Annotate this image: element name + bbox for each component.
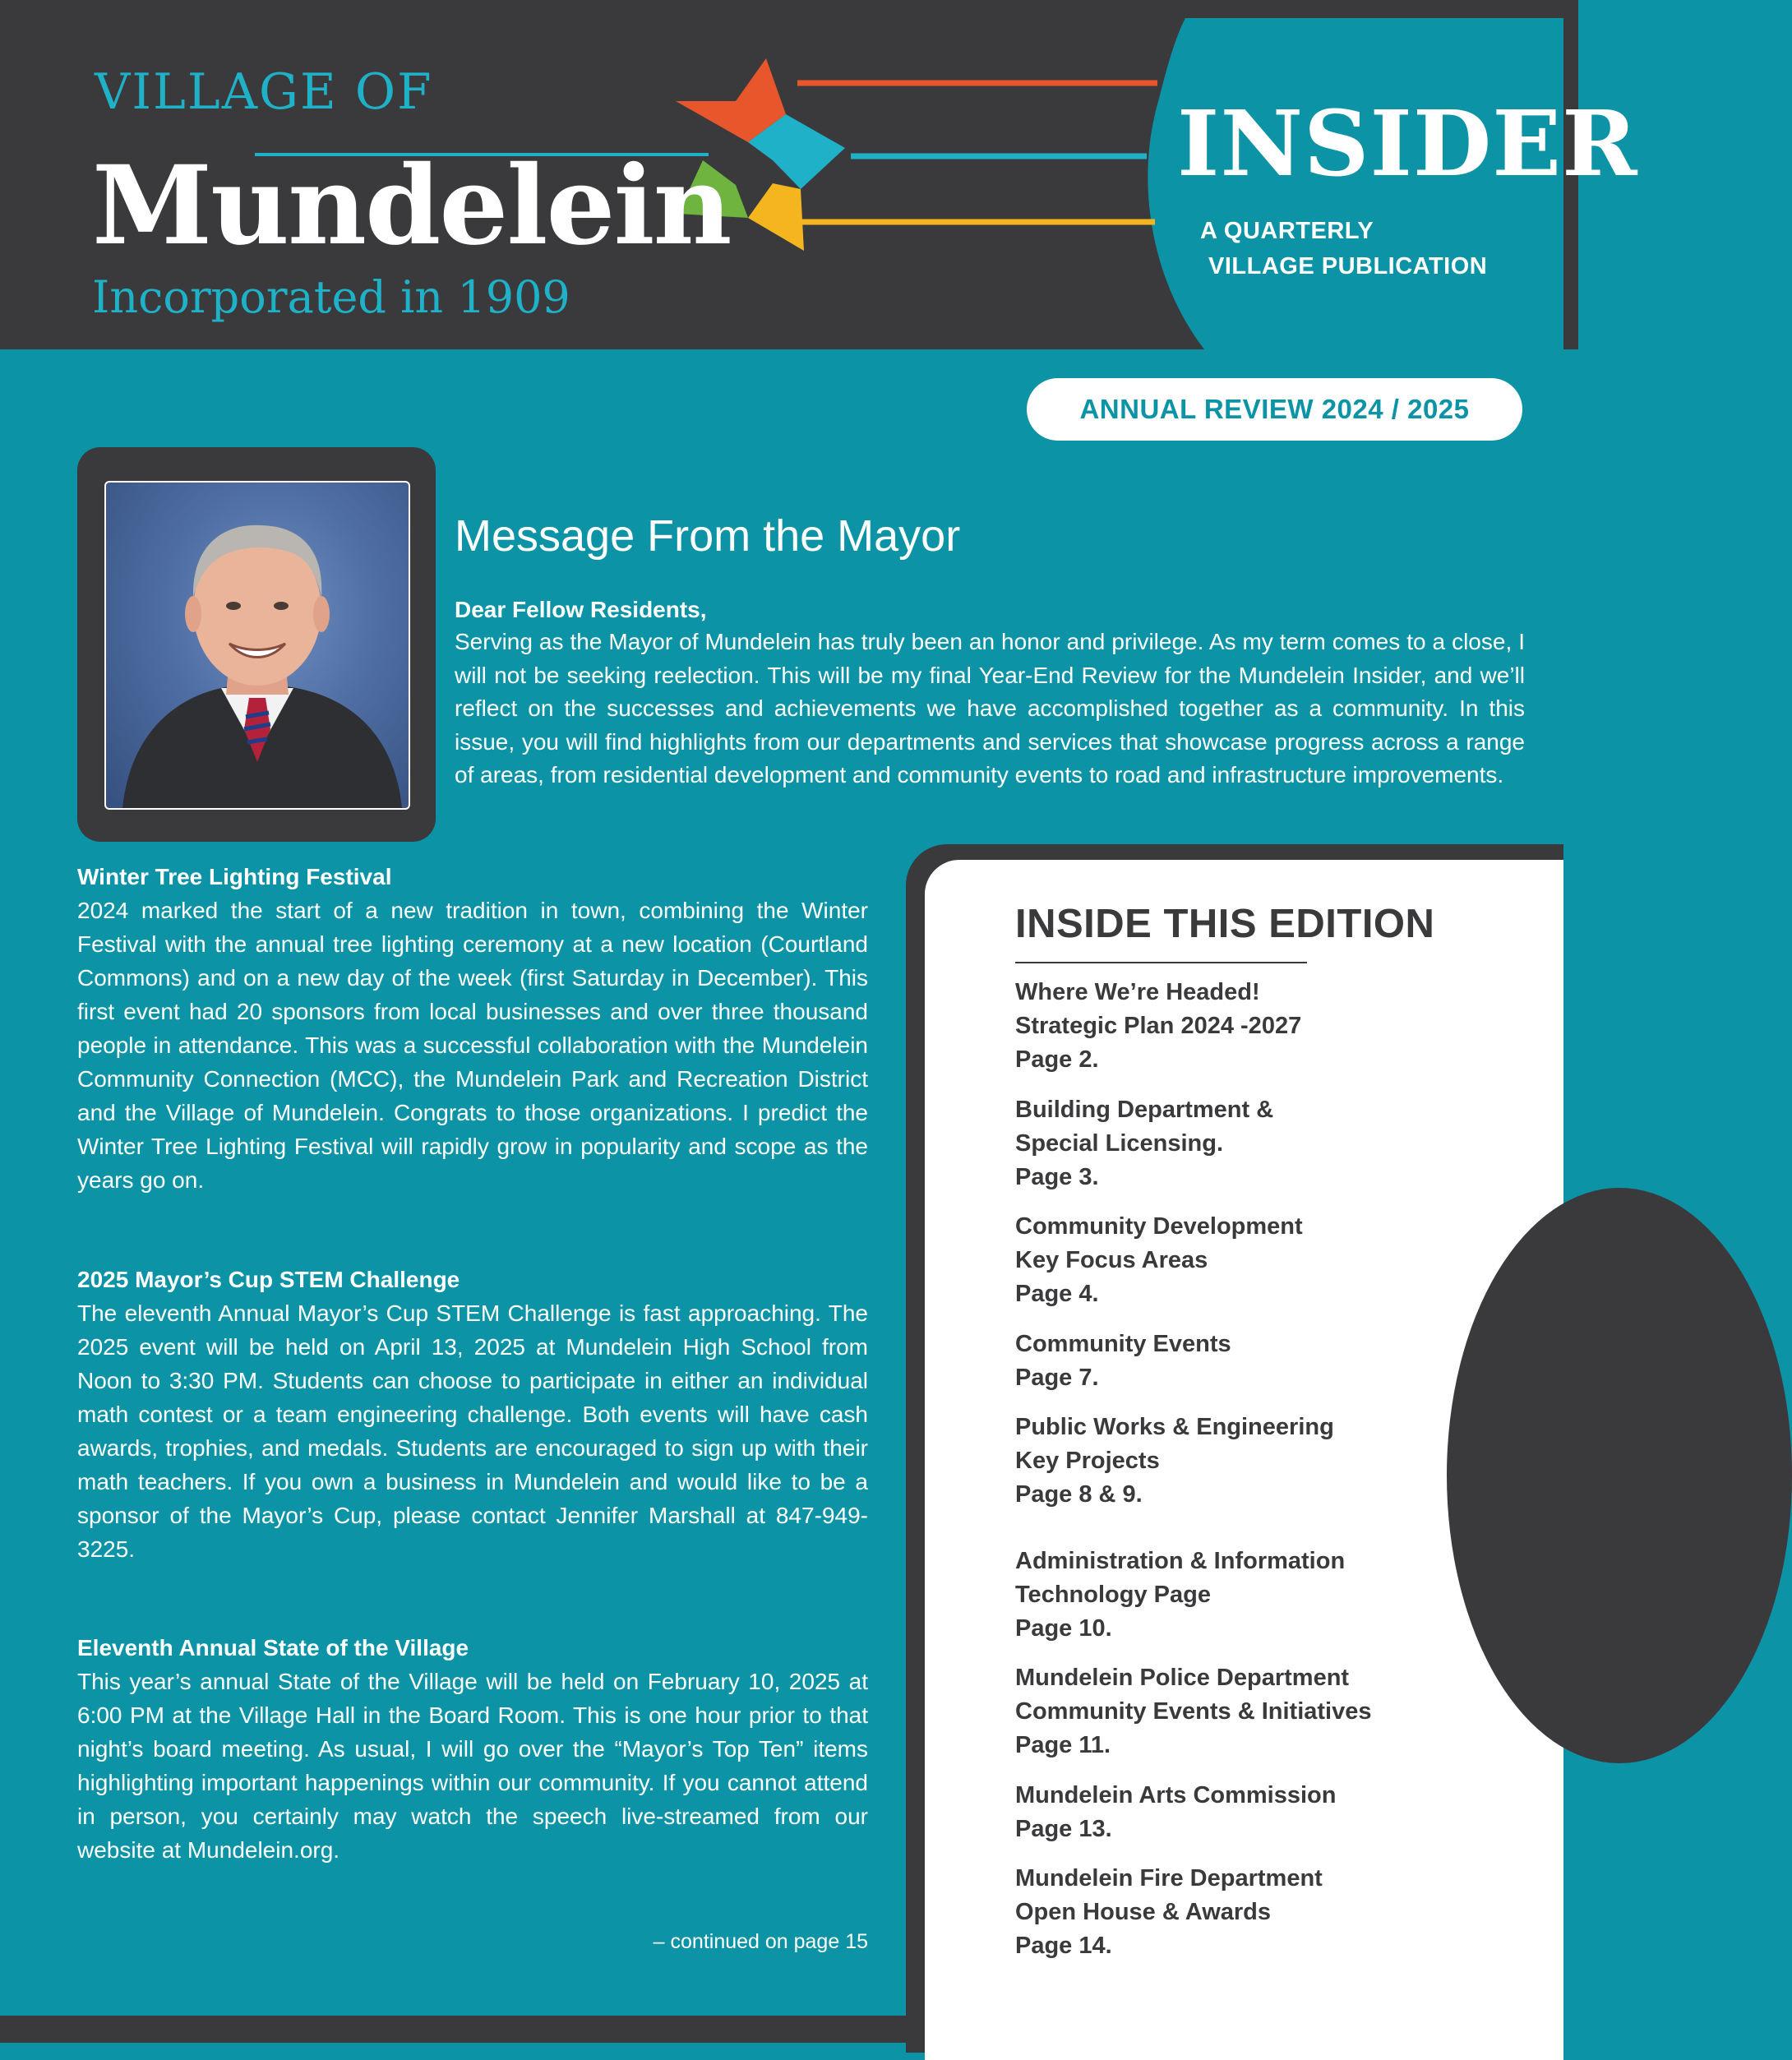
masthead-title: Mundelein <box>92 142 731 270</box>
footer-strip <box>0 2016 906 2043</box>
toc-line: Strategic Plan 2024 -2027 <box>1015 1013 1302 1039</box>
masthead-village-of: VILLAGE OF <box>95 63 433 121</box>
toc-line: Key Focus Areas <box>1015 1247 1208 1273</box>
toc-line: Mundelein Fire Department <box>1015 1865 1323 1891</box>
toc-entry <box>1015 976 1443 1077</box>
article-body: This year’s annual State of the Village will be held on February 10, 2025 at 6:00 PM at the Village Hall in the Board Room. This is one hour prior to that night’s board meeting. As usual, I will go over the “Mayor’s Top Ten” items highlighting important happenings within our community. If you cannot attend in person, you certainly may watch the speech live-streamed from our website at Mundelein.org. <box>77 1669 868 1863</box>
toc-entry <box>1015 1545 1443 1646</box>
toc-line: Mundelein Arts Commission <box>1015 1782 1337 1808</box>
article-mayors-cup <box>77 1263 868 1566</box>
toc-entry <box>1015 1779 1443 1846</box>
subtitle-line-1: A QUARTERLY <box>1200 218 1374 244</box>
mayor-photo <box>104 481 410 810</box>
toc-line: Page 8 & 9. <box>1015 1481 1143 1508</box>
publication-title: INSIDER <box>1177 90 1638 196</box>
toc-line: Community Events <box>1015 1331 1231 1357</box>
article-state-of-village <box>77 1631 868 1867</box>
article-heading: 2025 Mayor’s Cup STEM Challenge <box>77 1267 460 1292</box>
article-heading: Winter Tree Lighting Festival <box>77 864 392 889</box>
toc-line: Key Projects <box>1015 1448 1160 1474</box>
toc-line: Building Department & <box>1015 1097 1274 1123</box>
toc-line: Where We’re Headed! <box>1015 979 1260 1005</box>
article-body: The eleventh Annual Mayor’s Cup STEM Challenge is fast approaching. The 2025 event will be held on April 13, 2025 at Mundelein High School from Noon to 3:30 PM. Students can choose to participate in either an individual math contest or a team engineering challenge. Both events will have cash awards, trophies, and medals. Students are encouraged to sign up with their math teachers. If you own a business in Mundelein and would like to be a sponsor of the Mayor’s Cup, please contact Jennifer Marshall at 847-949-3225. <box>77 1300 868 1562</box>
article-tree-lighting <box>77 860 868 1197</box>
article-heading: Eleventh Annual State of the Village <box>77 1635 469 1660</box>
toc-line: Page 10. <box>1015 1615 1112 1642</box>
toc-line: Special Licensing. <box>1015 1130 1224 1157</box>
toc-line: Page 2. <box>1015 1046 1099 1073</box>
toc-panel-decoration <box>1447 1188 1792 1763</box>
mayor-message-title: Message From the Mayor <box>455 511 961 561</box>
toc-entry <box>1015 1661 1443 1762</box>
mayor-message-body: Serving as the Mayor of Mundelein has truly been an honor and privilege. As my term comes to a close, I will not be seeking reelection. This will be my final Year-End Review for the Mundelein Insider, and we’ll reflect on the successes and achievements we have accomplished together as a community. In this issue, you will find highlights from our departments and services that showcase progress across a range of areas, from residential development and community events to road and infrastructure improvements. <box>455 629 1525 788</box>
toc-line: Page 13. <box>1015 1816 1112 1842</box>
toc-line: Public Works & Engineering <box>1015 1414 1334 1440</box>
article-body: 2024 marked the start of a new tradition in town, combining the Winter Festival with the annual tree lighting ceremony at a new location (Courtland Commons) and on a new day of the week (first Saturday in December). This first event had 20 sponsors from local businesses and over three thousand people in attendance. This was a successful collaboration with the Mundelein Community Connection (MCC), the Mundelein Park and Recreation District and the Village of Mundelein. Congrats to those organizations. I predict the Winter Tree Lighting Festival will rapidly grow in popularity and scope as the years go on. <box>77 898 868 1193</box>
toc-entry <box>1015 1093 1443 1194</box>
subtitle-line-2: VILLAGE PUBLICATION <box>1208 253 1488 279</box>
toc-line: Community Events & Initiatives <box>1015 1698 1372 1725</box>
publication-subtitle <box>1200 214 1513 284</box>
toc-entry <box>1015 1210 1443 1311</box>
toc-title: INSIDE THIS EDITION <box>1015 902 1435 946</box>
edition-badge: ANNUAL REVIEW 2024 / 2025 <box>1027 378 1522 441</box>
toc-line: Page 14. <box>1015 1933 1112 1959</box>
toc-line: Page 3. <box>1015 1164 1099 1190</box>
toc-line: Technology Page <box>1015 1582 1211 1608</box>
toc-line: Open House & Awards <box>1015 1899 1272 1925</box>
toc-line: Administration & Information <box>1015 1548 1346 1574</box>
toc-line: Community Development <box>1015 1213 1303 1240</box>
toc-line: Mundelein Police Department <box>1015 1665 1350 1691</box>
toc-entry <box>1015 1411 1443 1512</box>
mayor-photo-frame <box>77 447 436 842</box>
masthead-incorporated: Incorporated in 1909 <box>92 271 570 323</box>
toc-line: Page 4. <box>1015 1281 1099 1307</box>
toc-divider <box>1015 962 1307 963</box>
toc-entry <box>1015 1862 1443 1963</box>
toc-line: Page 11. <box>1015 1732 1111 1758</box>
mayor-salutation: Dear Fellow Residents, <box>455 597 707 622</box>
toc-line: Page 7. <box>1015 1365 1099 1391</box>
continued-note: – continued on page 15 <box>653 1930 868 1953</box>
toc-entry <box>1015 1328 1443 1395</box>
